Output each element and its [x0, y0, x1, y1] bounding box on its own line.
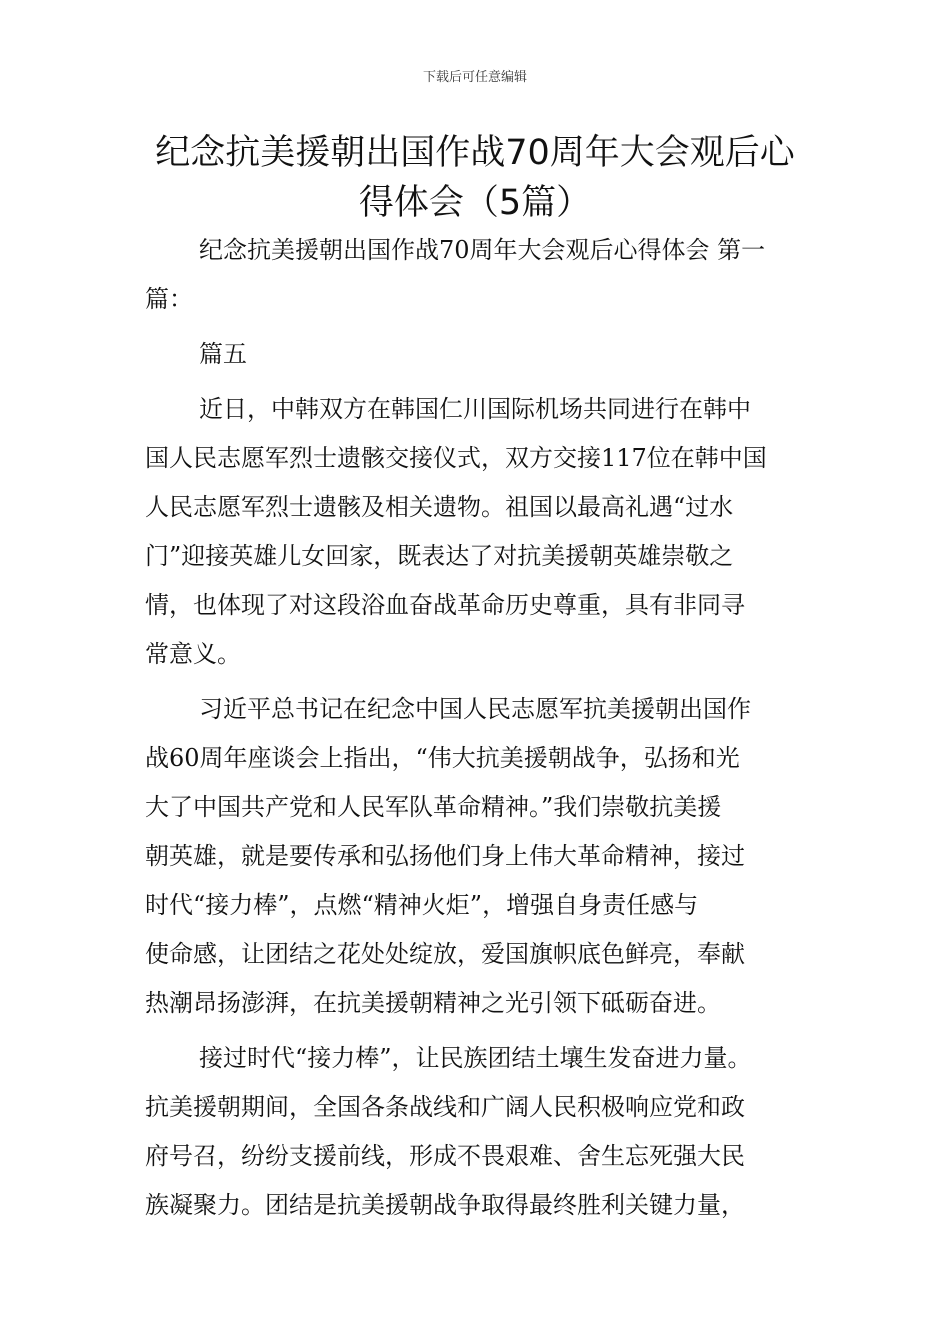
text-line: 篇五 [199, 340, 247, 368]
title-line: 纪念抗美援朝出国作战70周年大会观后心 [155, 133, 795, 173]
text-line: 人民志愿军烈士遗骸及相关遗物。祖国以最高礼遇“过水 [145, 493, 734, 521]
text-line: 战60周年座谈会上指出，“伟大抗美援朝战争，弘扬和光 [145, 744, 740, 772]
title-line: 得体会（5篇） [358, 183, 592, 223]
text-line: 府号召，纷纷支援前线，形成不畏艰难、舍生忘死强大民 [145, 1142, 745, 1170]
paragraph [145, 385, 810, 679]
text-line: 族凝聚力。团结是抗美援朝战争取得最终胜利关键力量， [145, 1191, 745, 1219]
text-line: 常意义。 [145, 640, 241, 668]
header-note: 下载后可任意编辑 [422, 70, 527, 85]
text-line: 门”迎接英雄儿女回家，既表达了对抗美援朝英雄崇敬之 [145, 542, 734, 570]
text-line: 近日，中韩双方在韩国仁川国际机场共同进行在韩中 [199, 395, 751, 423]
text-line: 时代“接力棒”，点燃“精神火炬”，增强自身责任感与 [145, 891, 699, 919]
text-line: 大了中国共产党和人民军队革命精神。”我们崇敬抗美援 [145, 793, 722, 821]
text-line: 国人民志愿军烈士遗骸交接仪式，双方交接117位在韩中国 [145, 444, 767, 472]
paragraph [145, 330, 810, 379]
paragraph [145, 685, 810, 1028]
paragraph [145, 226, 810, 324]
paragraph [145, 1034, 810, 1230]
text-line: 习近平总书记在纪念中国人民志愿军抗美援朝出国作 [199, 695, 751, 723]
text-line: 纪念抗美援朝出国作战70周年大会观后心得体会 第一 [199, 236, 766, 264]
document-title [120, 128, 830, 228]
text-line: 朝英雄，就是要传承和弘扬他们身上伟大革命精神，接过 [145, 842, 745, 870]
text-line: 热潮昂扬澎湃，在抗美援朝精神之光引领下砥砺奋进。 [145, 989, 721, 1017]
text-line: 使命感，让团结之花处处绽放，爱国旗帜底色鲜亮，奉献 [145, 940, 745, 968]
text-line: 接过时代“接力棒”，让民族团结土壤生发奋进力量。 [199, 1044, 752, 1072]
document-body [145, 226, 810, 1236]
text-line: 抗美援朝期间，全国各条战线和广阔人民积极响应党和政 [145, 1093, 745, 1121]
text-line: 情，也体现了对这段浴血奋战革命历史尊重，具有非同寻 [145, 591, 745, 619]
text-line: 篇： [145, 285, 193, 313]
